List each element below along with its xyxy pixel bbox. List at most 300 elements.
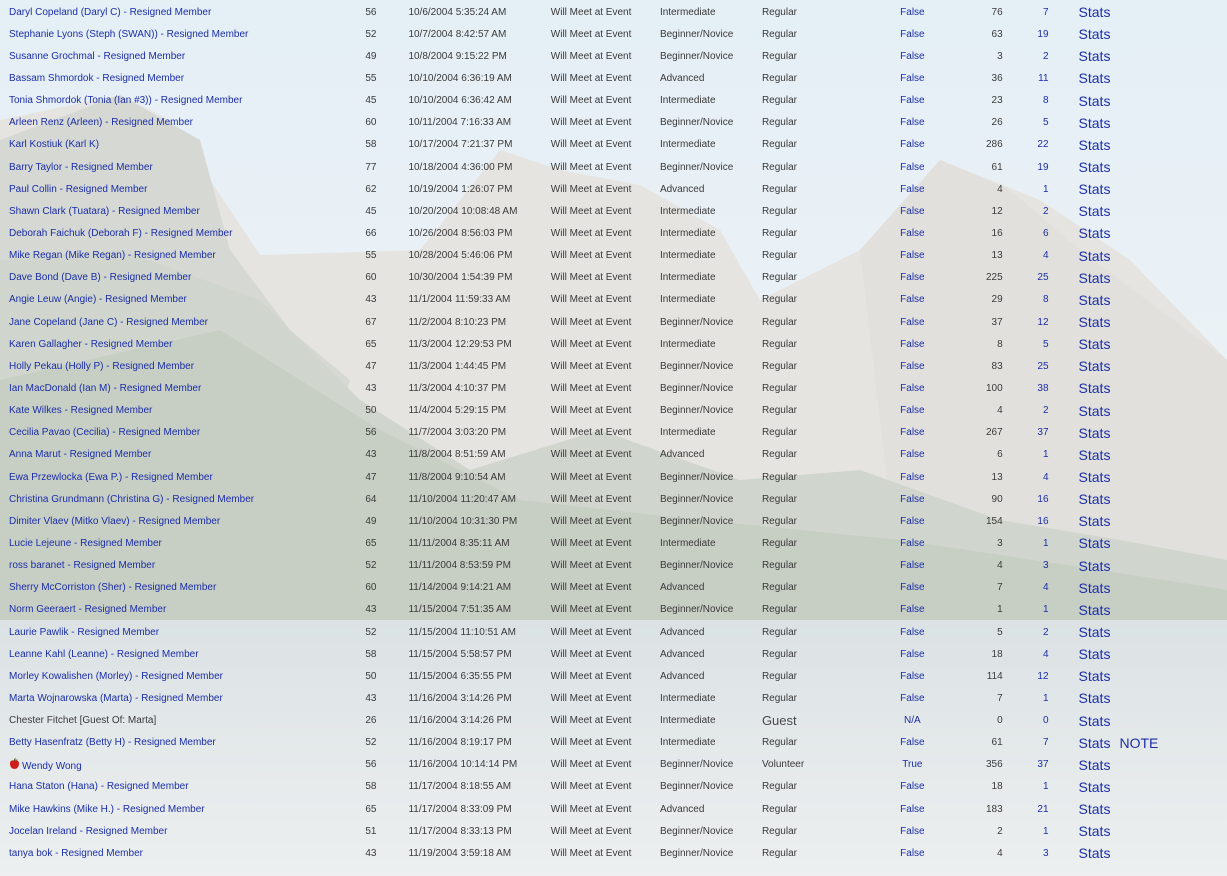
age-cell: 64 bbox=[365, 493, 377, 505]
stats-cell bbox=[1049, 178, 1120, 200]
flag-cell bbox=[881, 222, 943, 244]
signup-date-cell: 11/3/2004 12:29:53 PM bbox=[408, 338, 512, 350]
stats-link[interactable]: Stats bbox=[1078, 92, 1111, 109]
stats-cell bbox=[1049, 510, 1120, 532]
age-cell: 56 bbox=[365, 6, 377, 18]
age-cell: 47 bbox=[365, 471, 377, 483]
member-name-link[interactable]: Mike Regan (Mike Regan) - Resigned Member bbox=[9, 250, 216, 262]
count-cell: 4 bbox=[997, 405, 1003, 417]
flag-value: False bbox=[900, 272, 925, 284]
member-name-link[interactable]: Susanne Grochmal - Resigned Member bbox=[9, 50, 186, 62]
events-count: 37 bbox=[1037, 759, 1049, 771]
events-count: 1 bbox=[1042, 825, 1049, 837]
stats-cell bbox=[1049, 643, 1120, 665]
member-type-cell bbox=[762, 267, 881, 289]
signup-date-cell: 11/7/2004 3:03:20 PM bbox=[408, 427, 507, 439]
stats-link[interactable]: Stats bbox=[1078, 557, 1111, 574]
stats-cell bbox=[1049, 112, 1120, 134]
member-name-link[interactable]: Paul Collin - Resigned Member bbox=[9, 183, 148, 195]
events-count: 5 bbox=[1042, 117, 1049, 129]
stats-link[interactable]: Stats bbox=[1078, 646, 1111, 663]
member-type: Regular bbox=[761, 6, 797, 18]
member-name-link[interactable]: Barry Taylor - Resigned Member bbox=[9, 161, 153, 173]
member-type-cell bbox=[762, 67, 881, 89]
member-type-cell bbox=[762, 333, 881, 355]
member-name-link[interactable]: Mike Hawkins (Mike H.) - Resigned Member bbox=[9, 803, 205, 815]
member-name-cell bbox=[0, 488, 346, 510]
member-name-link[interactable]: Anna Marut - Resigned Member bbox=[9, 449, 152, 461]
stats-link[interactable]: Stats bbox=[1078, 380, 1111, 397]
member-name-link[interactable]: Ewa Przewlocka (Ewa P.) - Resigned Member bbox=[9, 471, 213, 483]
events-count: 1 bbox=[1042, 183, 1049, 195]
stats-link[interactable]: Stats bbox=[1078, 48, 1111, 65]
table-row bbox=[0, 798, 1120, 820]
member-name-cell bbox=[0, 776, 346, 798]
stats-cell bbox=[1049, 621, 1120, 643]
stats-cell bbox=[1049, 687, 1120, 709]
member-type-cell bbox=[762, 90, 881, 112]
table-row bbox=[0, 577, 1120, 599]
member-type-cell bbox=[762, 1, 881, 23]
member-name-link[interactable]: Sherry McCorriston (Sher) - Resigned Member bbox=[9, 582, 217, 594]
member-name-cell bbox=[0, 422, 346, 444]
member-type-cell bbox=[762, 687, 881, 709]
member-type-cell bbox=[762, 466, 881, 488]
member-type: Regular bbox=[761, 781, 797, 793]
events-cell bbox=[1003, 200, 1049, 222]
events-cell bbox=[1003, 289, 1049, 311]
stats-link[interactable]: Stats bbox=[1078, 4, 1111, 21]
member-name-link[interactable]: Hana Staton (Hana) - Resigned Member bbox=[9, 781, 189, 793]
table-row bbox=[0, 776, 1120, 798]
flag-cell bbox=[881, 732, 943, 754]
member-name-cell bbox=[0, 200, 346, 222]
count-cell: 7 bbox=[997, 582, 1003, 594]
meeting-cell: Will Meet at Event bbox=[550, 449, 632, 461]
member-type: Regular bbox=[761, 515, 797, 527]
stats-link[interactable]: Stats bbox=[1078, 26, 1111, 43]
member-name-link[interactable]: Stephanie Lyons (Steph (SWAN)) - Resigned Member bbox=[9, 28, 249, 40]
stats-link[interactable]: Stats bbox=[1078, 358, 1111, 375]
member-name-cell bbox=[0, 842, 346, 864]
stats-link[interactable]: Stats bbox=[1078, 756, 1111, 773]
member-name-cell bbox=[0, 289, 346, 311]
member-type: Regular bbox=[761, 405, 797, 417]
stats-cell bbox=[1049, 555, 1120, 577]
level-cell: Intermediate bbox=[659, 338, 716, 350]
age-cell: 45 bbox=[365, 95, 377, 107]
table-row bbox=[0, 67, 1120, 89]
stats-link[interactable]: Stats bbox=[1078, 203, 1111, 220]
member-name-link[interactable]: Norm Geeraert - Resigned Member bbox=[9, 604, 167, 616]
member-name-cell bbox=[0, 311, 346, 333]
signup-date-cell: 10/10/2004 6:36:42 AM bbox=[408, 95, 512, 107]
stats-link[interactable]: Stats bbox=[1078, 845, 1111, 862]
flag-value: False bbox=[900, 471, 925, 483]
member-type: Regular bbox=[761, 537, 797, 549]
flag-cell bbox=[881, 488, 943, 510]
table-row bbox=[0, 245, 1120, 267]
stats-link[interactable]: Stats bbox=[1078, 823, 1111, 840]
member-name-link[interactable]: Holly Pekau (Holly P) - Resigned Member bbox=[9, 360, 195, 372]
member-name-link[interactable]: Leanne Kahl (Leanne) - Resigned Member bbox=[9, 648, 199, 660]
member-type-cell bbox=[762, 665, 881, 687]
events-count: 3 bbox=[1042, 847, 1049, 859]
member-type-cell bbox=[762, 577, 881, 599]
member-type-cell bbox=[762, 134, 881, 156]
level-cell: Intermediate bbox=[659, 6, 716, 18]
member-type-cell bbox=[762, 842, 881, 864]
member-type-cell bbox=[762, 776, 881, 798]
flag-cell bbox=[881, 710, 943, 732]
member-type-cell bbox=[762, 444, 881, 466]
member-name-link[interactable]: Shawn Clark (Tuatara) - Resigned Member bbox=[9, 205, 200, 217]
signup-date-cell: 11/16/2004 10:14:14 PM bbox=[408, 759, 518, 771]
note-link[interactable]: NOTE bbox=[1119, 734, 1159, 751]
member-type-cell bbox=[762, 156, 881, 178]
events-cell bbox=[1003, 820, 1049, 842]
meeting-cell: Will Meet at Event bbox=[550, 227, 632, 239]
events-count: 2 bbox=[1042, 50, 1049, 62]
level-cell: Intermediate bbox=[659, 139, 716, 151]
stats-cell bbox=[1049, 67, 1120, 89]
stats-link[interactable]: Stats bbox=[1078, 314, 1111, 331]
member-name-link[interactable]: Karen Gallagher - Resigned Member bbox=[9, 338, 173, 350]
flag-value: False bbox=[900, 781, 925, 793]
stats-link[interactable]: Stats bbox=[1078, 336, 1111, 353]
signup-date-cell: 10/18/2004 4:36:00 PM bbox=[408, 161, 513, 173]
member-type: Regular bbox=[761, 95, 797, 107]
member-name-link[interactable]: Arleen Renz (Arleen) - Resigned Member bbox=[9, 117, 193, 129]
events-cell bbox=[1003, 112, 1049, 134]
signup-date-cell: 11/8/2004 8:51:59 AM bbox=[408, 449, 506, 461]
age-cell: 58 bbox=[365, 648, 377, 660]
meeting-cell: Will Meet at Event bbox=[550, 560, 632, 572]
events-cell bbox=[1003, 156, 1049, 178]
count-cell: 4 bbox=[997, 847, 1003, 859]
member-type: Regular bbox=[761, 670, 797, 682]
count-cell: 5 bbox=[997, 626, 1003, 638]
member-type: Regular bbox=[761, 582, 797, 594]
member-name-link[interactable]: Marta Wojnarowska (Marta) - Resigned Member bbox=[9, 692, 223, 704]
signup-date-cell: 10/20/2004 10:08:48 AM bbox=[408, 205, 518, 217]
flag-cell bbox=[881, 311, 943, 333]
table-row bbox=[0, 510, 1120, 532]
events-count: 19 bbox=[1037, 28, 1049, 40]
member-name-link[interactable]: Wendy Wong bbox=[22, 760, 82, 772]
level-cell: Intermediate bbox=[659, 205, 716, 217]
stats-link[interactable]: Stats bbox=[1078, 535, 1111, 552]
stats-link[interactable]: Stats bbox=[1078, 579, 1111, 596]
age-cell: 58 bbox=[365, 139, 377, 151]
member-name-link[interactable]: Dimiter Vlaev (Mitko Vlaev) - Resigned Member bbox=[9, 515, 221, 527]
member-name-cell bbox=[0, 687, 346, 709]
events-cell bbox=[1003, 355, 1049, 377]
events-cell bbox=[1003, 1, 1049, 23]
flag-value: False bbox=[900, 161, 925, 173]
member-name-link[interactable]: Angie Leuw (Angie) - Resigned Member bbox=[9, 294, 187, 306]
member-name-cell bbox=[0, 90, 346, 112]
table-row bbox=[0, 710, 1120, 732]
stats-cell bbox=[1049, 732, 1159, 754]
member-name-link[interactable]: Kate Wilkes - Resigned Member bbox=[9, 405, 153, 417]
age-cell: 55 bbox=[365, 72, 377, 84]
stats-link[interactable]: Stats bbox=[1078, 247, 1111, 264]
stats-link[interactable]: Stats bbox=[1078, 801, 1111, 818]
stats-link[interactable]: Stats bbox=[1078, 778, 1111, 795]
events-count: 19 bbox=[1037, 161, 1049, 173]
member-type: Regular bbox=[761, 205, 797, 217]
level-cell: Beginner/Novice bbox=[659, 847, 734, 859]
table-row bbox=[0, 820, 1120, 842]
flag-cell bbox=[881, 532, 943, 554]
signup-date-cell: 11/8/2004 9:10:54 AM bbox=[408, 471, 506, 483]
count-cell: 4 bbox=[997, 560, 1003, 572]
stats-link[interactable]: Stats bbox=[1078, 624, 1111, 640]
stats-link[interactable]: Stats bbox=[1078, 491, 1111, 508]
stats-link[interactable]: Stats bbox=[1078, 469, 1111, 486]
member-name-link[interactable]: Jane Copeland (Jane C) - Resigned Member bbox=[9, 316, 208, 328]
age-cell: 56 bbox=[365, 427, 377, 439]
meeting-cell: Will Meet at Event bbox=[550, 515, 632, 527]
age-cell: 66 bbox=[365, 227, 377, 239]
member-name-link[interactable]: Cecilia Pavao (Cecilia) - Resigned Member bbox=[9, 427, 201, 439]
flag-value: False bbox=[900, 205, 925, 217]
stats-cell bbox=[1049, 23, 1120, 45]
events-cell bbox=[1003, 555, 1049, 577]
meeting-cell: Will Meet at Event bbox=[550, 582, 632, 594]
member-name-cell bbox=[0, 621, 346, 643]
member-name-link[interactable]: Christina Grundmann (Christina G) - Resigned Member bbox=[9, 493, 255, 505]
events-count: 2 bbox=[1042, 626, 1049, 638]
signup-date-cell: 10/11/2004 7:16:33 AM bbox=[408, 117, 512, 129]
level-cell: Beginner/Novice bbox=[659, 515, 734, 527]
member-type-cell bbox=[762, 200, 881, 222]
age-cell: 49 bbox=[365, 50, 377, 62]
stats-link[interactable]: Stats bbox=[1078, 70, 1111, 87]
member-type: Guest bbox=[761, 713, 797, 729]
age-cell: 43 bbox=[365, 294, 377, 306]
signup-date-cell: 10/6/2004 5:35:24 AM bbox=[408, 6, 507, 18]
member-name-cell bbox=[0, 112, 346, 134]
count-cell: 16 bbox=[991, 227, 1003, 239]
flag-value: False bbox=[900, 405, 925, 417]
table-row bbox=[0, 222, 1120, 244]
age-cell: 43 bbox=[365, 847, 377, 859]
signup-date-cell: 10/17/2004 7:21:37 PM bbox=[408, 139, 513, 151]
table-row bbox=[0, 400, 1120, 422]
member-name-link[interactable]: Ian MacDonald (Ian M) - Resigned Member bbox=[9, 382, 202, 394]
count-cell: 83 bbox=[991, 360, 1003, 372]
member-name-link[interactable]: Karl Kostiuk (Karl K) bbox=[9, 139, 100, 151]
events-cell bbox=[1003, 333, 1049, 355]
member-name-link[interactable]: ross baranet - Resigned Member bbox=[9, 560, 156, 572]
stats-link[interactable]: Stats bbox=[1078, 668, 1111, 685]
member-type-cell bbox=[762, 400, 881, 422]
flag-cell bbox=[881, 510, 943, 532]
stats-link[interactable]: Stats bbox=[1078, 159, 1111, 176]
stats-link[interactable]: Stats bbox=[1078, 114, 1111, 131]
member-name-link[interactable]: Dave Bond (Dave B) - Resigned Member bbox=[9, 272, 192, 284]
member-name-link[interactable]: Morley Kowalishen (Morley) - Resigned Member bbox=[9, 670, 223, 682]
events-count: 4 bbox=[1042, 648, 1049, 660]
member-name-cell bbox=[0, 377, 346, 399]
age-cell: 65 bbox=[365, 537, 377, 549]
stats-link[interactable]: Stats bbox=[1078, 269, 1111, 286]
member-type: Regular bbox=[761, 294, 797, 306]
member-name-cell bbox=[0, 643, 346, 665]
signup-date-cell: 10/10/2004 6:36:19 AM bbox=[408, 72, 512, 84]
count-cell: 26 bbox=[991, 117, 1003, 129]
level-cell: Beginner/Novice bbox=[659, 161, 734, 173]
age-cell: 65 bbox=[365, 338, 377, 350]
events-count: 21 bbox=[1037, 803, 1049, 815]
stats-cell bbox=[1049, 134, 1120, 156]
count-cell: 12 bbox=[991, 205, 1003, 217]
stats-cell bbox=[1049, 444, 1120, 466]
meeting-cell: Will Meet at Event bbox=[550, 28, 632, 40]
level-cell: Advanced bbox=[659, 626, 705, 638]
meeting-cell: Will Meet at Event bbox=[550, 626, 632, 638]
stats-link[interactable]: Stats bbox=[1078, 181, 1111, 198]
table-row bbox=[0, 732, 1120, 754]
events-cell bbox=[1003, 377, 1049, 399]
member-type: Regular bbox=[761, 803, 797, 815]
stats-cell bbox=[1049, 422, 1120, 444]
events-cell bbox=[1003, 577, 1049, 599]
age-cell: 55 bbox=[365, 250, 377, 262]
meeting-cell: Will Meet at Event bbox=[550, 161, 632, 173]
age-cell: 67 bbox=[365, 316, 377, 328]
flag-cell bbox=[881, 422, 943, 444]
signup-date-cell: 10/8/2004 9:15:22 PM bbox=[408, 50, 507, 62]
member-name-link[interactable]: Tonia Shmordok (Tonia (Ian #3)) - Resigned Member bbox=[9, 95, 243, 107]
stats-link[interactable]: Stats bbox=[1078, 513, 1111, 530]
table-row bbox=[0, 289, 1120, 311]
stats-link[interactable]: Stats bbox=[1078, 446, 1111, 463]
member-type-cell bbox=[762, 532, 881, 554]
flag-value: True bbox=[902, 759, 923, 771]
member-type: Regular bbox=[761, 382, 797, 394]
flag-value: False bbox=[900, 825, 925, 837]
events-count: 16 bbox=[1037, 493, 1049, 505]
count-cell: 7 bbox=[997, 692, 1003, 704]
stats-link[interactable]: Stats bbox=[1078, 136, 1111, 153]
signup-date-cell: 11/3/2004 4:10:37 PM bbox=[408, 382, 507, 394]
stats-cell bbox=[1049, 45, 1120, 67]
stats-link[interactable]: Stats bbox=[1078, 424, 1111, 441]
flag-cell bbox=[881, 466, 943, 488]
meeting-cell: Will Meet at Event bbox=[550, 50, 632, 62]
member-type-cell bbox=[762, 732, 881, 754]
member-name-cell bbox=[0, 665, 346, 687]
signup-date-cell: 11/15/2004 7:51:35 AM bbox=[408, 604, 512, 616]
member-type: Regular bbox=[761, 250, 797, 262]
member-type: Regular bbox=[761, 493, 797, 505]
flag-value: False bbox=[900, 6, 925, 18]
table-row bbox=[0, 45, 1120, 67]
level-cell: Intermediate bbox=[659, 272, 716, 284]
level-cell: Intermediate bbox=[659, 537, 716, 549]
level-cell: Beginner/Novice bbox=[659, 117, 734, 129]
meeting-cell: Will Meet at Event bbox=[550, 493, 632, 505]
count-cell: 6 bbox=[997, 449, 1003, 461]
flag-value: False bbox=[900, 537, 925, 549]
signup-date-cell: 11/15/2004 11:10:51 AM bbox=[408, 626, 516, 638]
member-name-cell bbox=[0, 156, 346, 178]
signup-date-cell: 11/11/2004 8:35:11 AM bbox=[408, 537, 510, 549]
flag-value: False bbox=[900, 493, 925, 505]
stats-link[interactable]: Stats bbox=[1078, 712, 1111, 729]
meeting-cell: Will Meet at Event bbox=[550, 205, 632, 217]
member-name-link[interactable]: Daryl Copeland (Daryl C) - Resigned Member bbox=[9, 6, 212, 18]
member-name-cell bbox=[0, 267, 346, 289]
stats-cell bbox=[1049, 532, 1120, 554]
member-name-link[interactable]: tanya bok - Resigned Member bbox=[9, 847, 143, 859]
meeting-cell: Will Meet at Event bbox=[550, 117, 632, 129]
member-type: Regular bbox=[761, 183, 797, 195]
flag-value: False bbox=[900, 449, 925, 461]
level-cell: Intermediate bbox=[659, 692, 716, 704]
count-cell: 114 bbox=[986, 670, 1003, 682]
member-type: Regular bbox=[761, 737, 797, 749]
count-cell: 61 bbox=[991, 737, 1003, 749]
level-cell: Advanced bbox=[659, 449, 705, 461]
age-cell: 77 bbox=[365, 161, 377, 173]
member-name-link[interactable]: Bassam Shmordok - Resigned Member bbox=[9, 72, 185, 84]
member-name-link[interactable]: Jocelan Ireland - Resigned Member bbox=[9, 825, 168, 837]
count-cell: 4 bbox=[997, 183, 1003, 195]
stats-cell bbox=[1049, 200, 1120, 222]
events-count: 1 bbox=[1042, 449, 1049, 461]
stats-link[interactable]: Stats bbox=[1078, 291, 1111, 308]
stats-link[interactable]: Stats bbox=[1078, 225, 1111, 242]
stats-link[interactable]: Stats bbox=[1078, 734, 1111, 751]
flag-value: False bbox=[900, 72, 925, 84]
meeting-cell: Will Meet at Event bbox=[550, 183, 632, 195]
level-cell: Beginner/Novice bbox=[659, 759, 734, 771]
member-name-link[interactable]: Laurie Pawlik - Resigned Member bbox=[9, 626, 160, 638]
table-row bbox=[0, 112, 1120, 134]
member-name-link[interactable]: Deborah Faichuk (Deborah F) - Resigned Member bbox=[9, 227, 233, 239]
count-cell: 2 bbox=[997, 825, 1003, 837]
events-count: 3 bbox=[1042, 560, 1049, 572]
member-name-link[interactable]: Lucie Lejeune - Resigned Member bbox=[9, 537, 162, 549]
member-type-cell bbox=[762, 289, 881, 311]
age-cell: 56 bbox=[365, 759, 377, 771]
events-cell bbox=[1003, 90, 1049, 112]
level-cell: Beginner/Novice bbox=[659, 560, 734, 572]
member-name-cell bbox=[0, 754, 346, 776]
flag-value: False bbox=[900, 117, 925, 129]
table-row bbox=[0, 599, 1120, 621]
stats-link[interactable]: Stats bbox=[1078, 690, 1111, 707]
stats-link[interactable]: Stats bbox=[1078, 601, 1111, 618]
meeting-cell: Will Meet at Event bbox=[550, 272, 632, 284]
flag-value: False bbox=[900, 316, 925, 328]
age-cell: 60 bbox=[365, 272, 377, 284]
member-type: Regular bbox=[761, 604, 797, 616]
signup-date-cell: 10/7/2004 8:42:57 AM bbox=[408, 28, 507, 40]
level-cell: Beginner/Novice bbox=[659, 50, 734, 62]
signup-date-cell: 11/4/2004 5:29:15 PM bbox=[408, 405, 507, 417]
stats-link[interactable]: Stats bbox=[1078, 402, 1111, 419]
member-name-link[interactable]: Betty Hasenfratz (Betty H) - Resigned Member bbox=[9, 737, 216, 749]
flag-cell bbox=[881, 45, 943, 67]
age-cell: 60 bbox=[365, 582, 377, 594]
count-cell: 37 bbox=[991, 316, 1003, 328]
events-cell bbox=[1003, 134, 1049, 156]
